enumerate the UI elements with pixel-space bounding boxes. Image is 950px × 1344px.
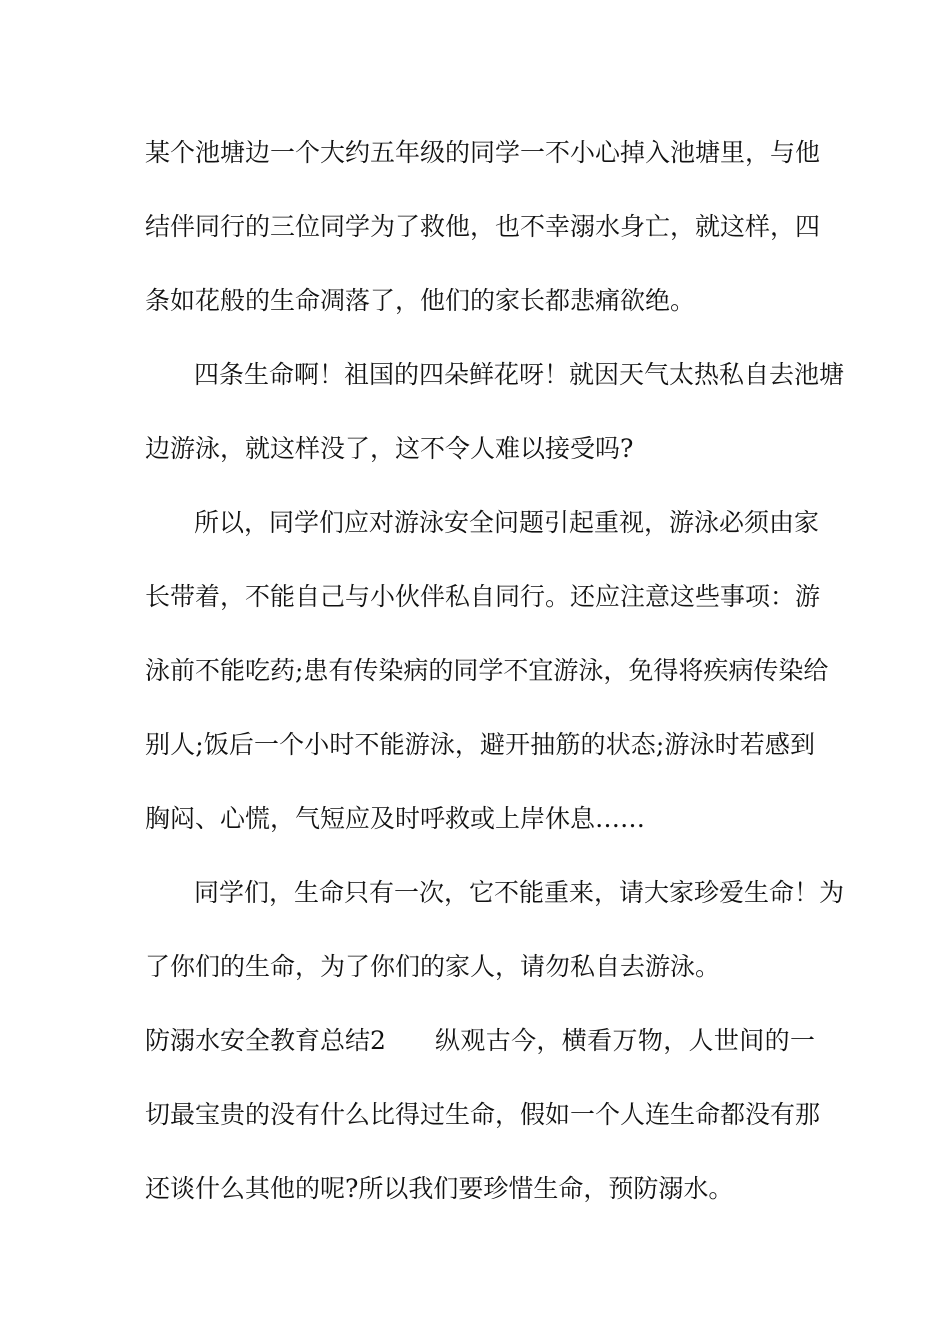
paragraph-line: 所以，同学们应对游泳安全问题引起重视，游泳必须由家	[194, 508, 820, 537]
section-heading-row	[145, 1021, 815, 1061]
paragraph-line: 某个池塘边一个大约五年级的同学一不小心掉入池塘里，与他	[145, 138, 821, 167]
paragraph-line: 结伴同行的三位同学为了救他，也不幸溺水身亡，就这样，四	[145, 212, 821, 241]
section-title: 防溺水安全教育总结2	[145, 1026, 386, 1055]
paragraph-line: 泳前不能吃药;患有传染病的同学不宜游泳，免得将疾病传染给	[145, 656, 829, 685]
paragraph-line: 还谈什么其他的呢?所以我们要珍惜生命，预防溺水。	[145, 1174, 734, 1203]
paragraph-line: 条如花般的生命凋落了，他们的家长都悲痛欲绝。	[145, 286, 696, 315]
paragraph-line: 了你们的生命，为了你们的家人，请勿私自去游泳。	[145, 952, 721, 981]
paragraph-line: 同学们，生命只有一次，它不能重来，请大家珍爱生命！为	[194, 878, 845, 907]
paragraph-line: 长带着，不能自己与小伙伴私自同行。还应注意这些事项：游	[145, 582, 821, 611]
paragraph-line: 切最宝贵的没有什么比得过生命，假如一个人连生命都没有那	[145, 1100, 821, 1129]
paragraph-line: 胸闷、心慌，气短应及时呼救或上岸休息……	[145, 804, 646, 833]
paragraph-line: 纵观古今，横看万物，人世间的一	[435, 1026, 815, 1055]
paragraph-line: 边游泳，就这样没了，这不令人难以接受吗?	[145, 434, 634, 463]
paragraph-line: 四条生命啊！祖国的四朵鲜花呀！就因天气太热私自去池塘	[194, 360, 845, 389]
paragraph-line: 别人;饭后一个小时不能游泳，避开抽筋的状态;游泳时若感到	[145, 730, 815, 759]
